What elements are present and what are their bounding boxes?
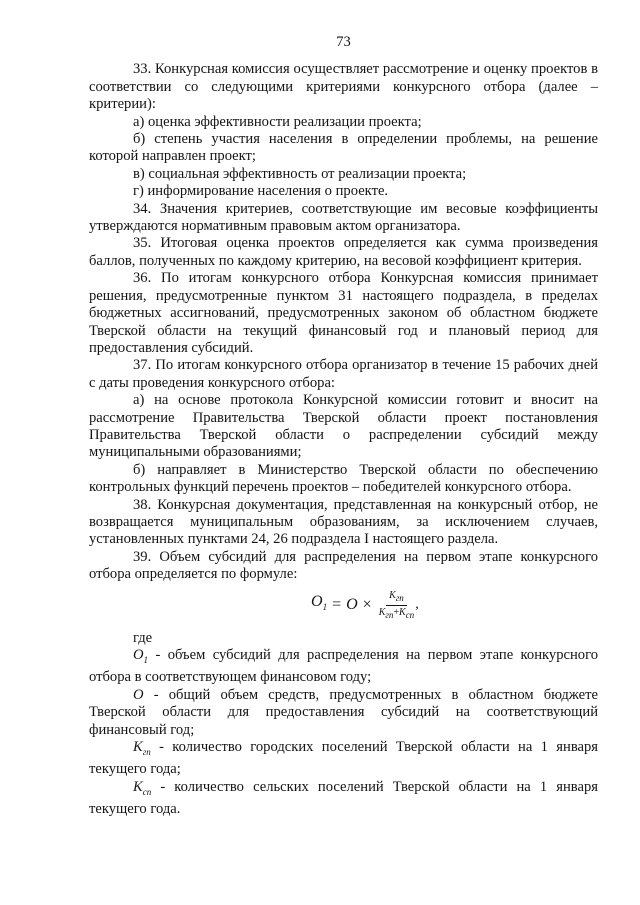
paragraph-37: 37. По итогам конкурсного отбора организатор в течение 15 рабочих дней с даты проведения конкурсного отбора: — [89, 357, 598, 391]
formula — [89, 584, 598, 630]
formula-equals: = — [332, 596, 342, 614]
criterion-d: г) информирование населения о проекте. — [133, 183, 389, 200]
formula-fraction — [379, 590, 415, 621]
where-label: где — [133, 629, 153, 646]
criterion-b: б) степень участия населения в определении проблемы, на решение которой направлен проект; — [89, 131, 598, 165]
criterion-c: в) социальная эффективность от реализации проекта; — [133, 165, 467, 182]
paragraph-37a: а) на основе протокола Конкурсной комиссии готовит и вносит на рассмотрение Правительства Тверской области проект постановления Правительства Тверской области о распределении субсидий между муниципальными образованиями; — [89, 392, 598, 461]
definition-symbol: $O_1$ — [133, 647, 149, 665]
fraction-numerator: $K_{гп}$ — [386, 590, 407, 606]
paragraph-36: 36. По итогам конкурсного отбора Конкурсная комиссия принимает решения, предусмотренные пунктом 31 настоящего подраздела, в пределах бюджетных ассигнований, предусмотренных законом об областном бюджете Тверской области на текущий финансовый год и плановый период для предоставления субсидий. — [89, 270, 598, 356]
definition-ksp: $K_{сп}$ - количество сельских поселений Тверской области на 1 января текущего года. — [89, 778, 598, 817]
definition-o1: $O_1$ - объем субсидий для распределения на первом этапе конкурсного отбора в соответствующем финансовом году; — [89, 647, 598, 686]
definition-symbol: $K_{сп}$ — [133, 778, 152, 797]
paragraph-34: 34. Значения критериев, соответствующие им весовые коэффициенты утверждаются нормативным правовым актом организатора. — [89, 200, 598, 235]
definition-symbol: $K_{гп}$ — [133, 738, 151, 757]
formula-times: × — [362, 596, 372, 614]
definition-o: O - общий объем средств, предусмотренных в областном бюджете Тверской области для предоставления субсидий на соответствующий финансовый год; — [89, 686, 598, 738]
paragraph-37b: б) направляет в Министерство Тверской области по обеспечению контрольных функций перечень проектов – победителей конкурсного отбора. — [89, 461, 598, 496]
formula-lhs: $O_1$ — [311, 593, 328, 613]
criterion-a: а) оценка эффективности реализации проекта; — [133, 113, 422, 130]
paragraph-39: 39. Объем субсидий для распределения на первом этапе конкурсного отбора определяется по формуле: — [89, 548, 598, 583]
definition-kgp: $K_{гп}$ - количество городских поселений Тверской области на 1 января текущего года; — [89, 738, 598, 778]
paragraph-38: 38. Конкурсная документация, представленная на конкурсный отбор, не возвращается муниципальным образованиям, за исключением случаев, установленных пунктами 24, 26 подраздела I настоящего раздела. — [89, 496, 598, 548]
formula-o: O — [346, 596, 358, 614]
formula-comma: , — [415, 597, 419, 613]
paragraph-35: 35. Итоговая оценка проектов определяется как сумма произведения баллов, полученных по каждому критерию, на весовой коэффициент критерия. — [89, 235, 598, 269]
definition-symbol: O — [133, 686, 144, 703]
paragraph-33: 33. Конкурсная комиссия осуществляет рассмотрение и оценку проектов в соответствии со следующими критериями конкурсного отбора (далее – критерии): — [89, 61, 598, 113]
fraction-denominator: $K_{гп}+K_{сп}$ — [378, 606, 415, 620]
page-number: 73 — [336, 34, 351, 50]
formula-expression — [311, 590, 419, 621]
